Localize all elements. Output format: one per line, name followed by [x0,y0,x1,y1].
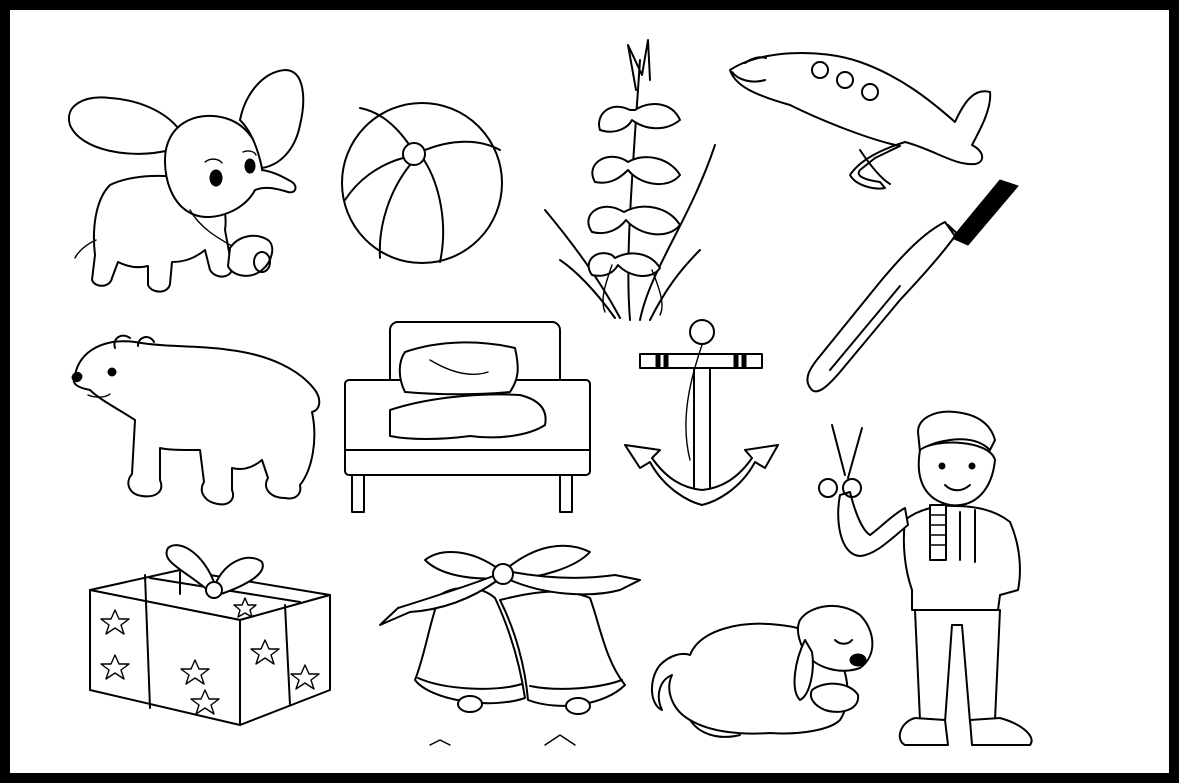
beach-ball-icon [342,103,502,263]
lily-flower-icon [545,40,715,320]
airplane-icon [730,53,990,189]
cricket-bat-icon [807,180,1018,391]
anchor-icon [625,320,778,505]
puppy-icon [652,606,872,737]
bed-icon [345,322,590,512]
gift-box-icon [90,545,330,725]
bear-icon [72,336,319,505]
elephant-icon [69,70,303,292]
bells-icon [380,546,640,745]
